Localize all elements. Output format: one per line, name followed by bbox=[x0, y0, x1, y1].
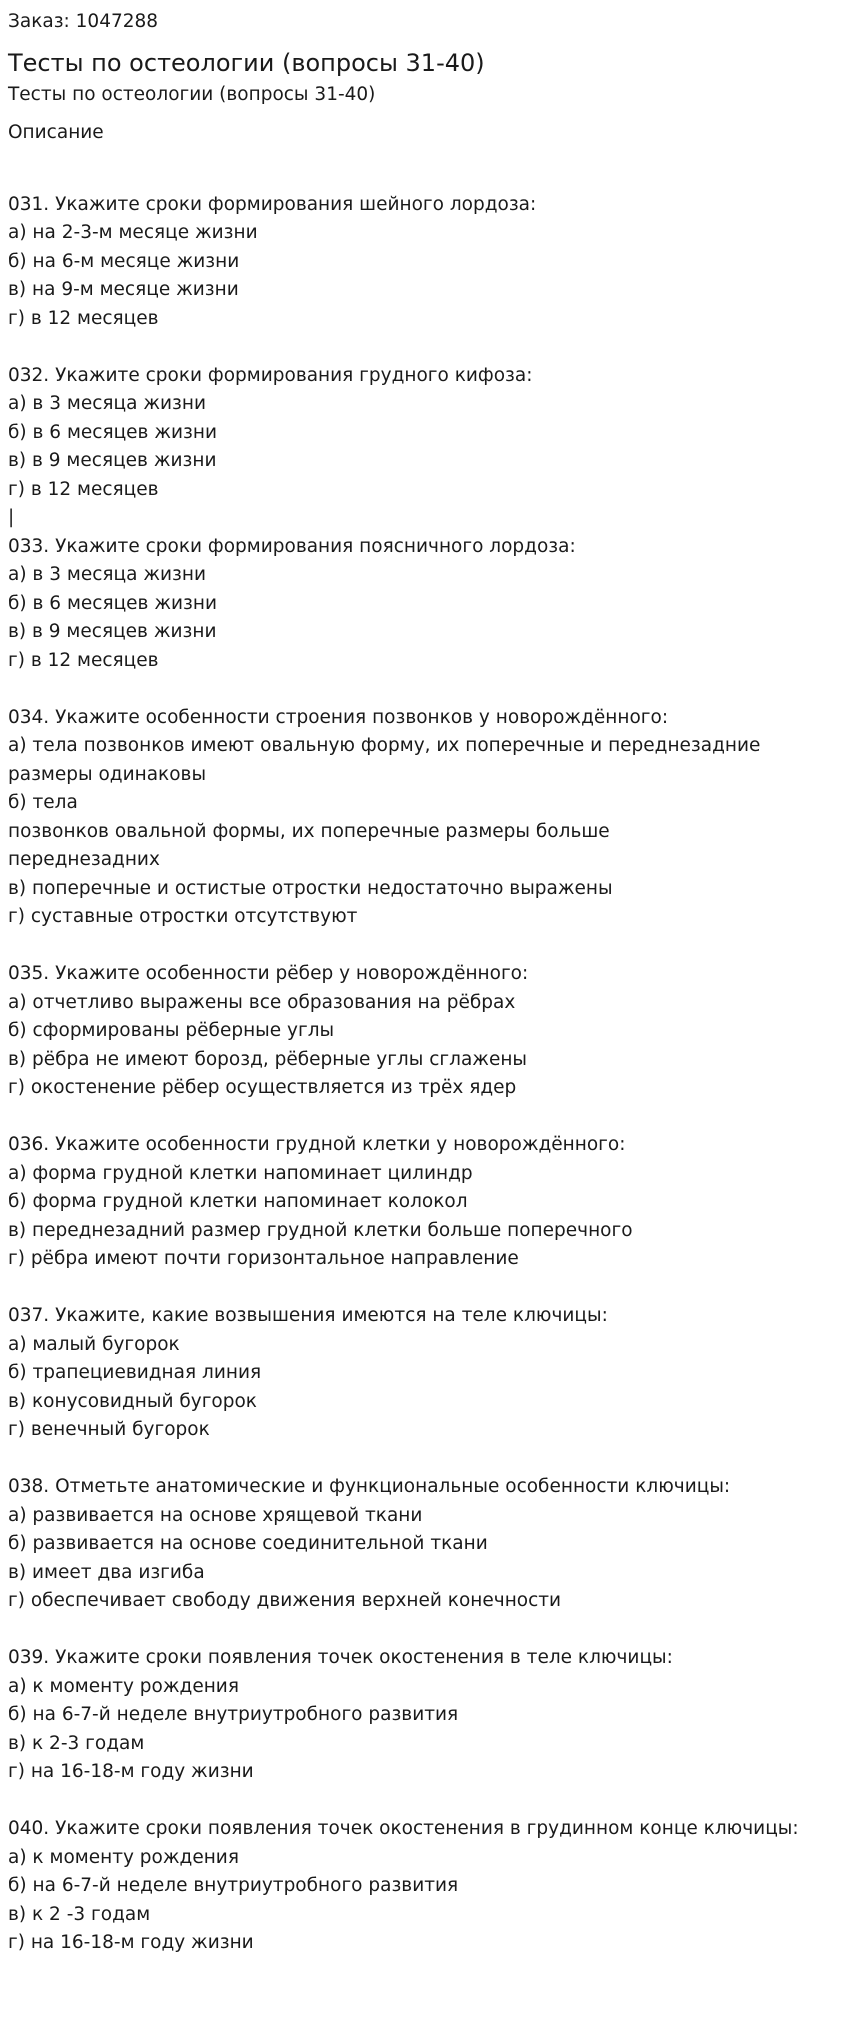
text-line: б) на 6-7-й неделе внутриутробного развития bbox=[8, 1704, 459, 1725]
blank-line bbox=[8, 1103, 808, 1132]
text-line: б) в 6 месяцев жизни bbox=[8, 592, 217, 614]
blank-line bbox=[8, 675, 808, 704]
text-line: в) рёбра не имеют борозд, рёберные углы сглажены bbox=[8, 1048, 528, 1070]
text-line: б) трапециевидная линия bbox=[8, 1362, 262, 1383]
text-line: 039. Укажите сроки появления точек окостенения в теле ключицы: bbox=[8, 1647, 673, 1668]
text-line: а) в 3 месяца жизни bbox=[8, 393, 206, 414]
text-line: в) переднезадний размер грудной клетки больше поперечного bbox=[8, 1219, 633, 1241]
text-line: в) в 9 месяцев жизни bbox=[8, 450, 217, 471]
text-line: а) форма грудной клетки напоминает цилиндр bbox=[8, 1162, 473, 1184]
text-line: б) тела bbox=[8, 792, 78, 813]
text-line: | bbox=[8, 507, 15, 528]
text-line: б) на 6-7-й неделе внутриутробного развития bbox=[8, 1875, 459, 1896]
text-line: в) на 9-м месяце жизни bbox=[8, 279, 239, 300]
text-line: г) обеспечивает свободу движения верхней конечности bbox=[8, 1590, 562, 1611]
text-line: а) к моменту рождения bbox=[8, 1675, 239, 1697]
blank-line bbox=[8, 1274, 808, 1303]
text-line: 040. Укажите сроки появления точек окостенения в грудинном конце ключицы: bbox=[8, 1818, 799, 1839]
text-line: в) имеет два изгиба bbox=[8, 1561, 205, 1583]
text-line: в) в 9 месяцев жизни bbox=[8, 621, 217, 642]
text-line: 036. Укажите особенности грудной клетки у новорождённого: bbox=[8, 1134, 626, 1155]
text-line: б) на 6-м месяце жизни bbox=[8, 250, 240, 272]
text-line: 035. Укажите особенности рёбер у новорождённого: bbox=[8, 963, 529, 984]
description-text bbox=[8, 162, 808, 1958]
text-line: б) форма грудной клетки напоминает колокол bbox=[8, 1191, 468, 1212]
text-line: а) развивается на основе хрящевой ткани bbox=[8, 1504, 423, 1526]
text-line: 032. Укажите сроки формирования грудного кифоза: bbox=[8, 364, 533, 386]
text-line: г) рёбра имеют почти горизонтальное направление bbox=[8, 1248, 519, 1269]
text-line: позвонков овальной формы, их поперечные размеры больше bbox=[8, 820, 610, 842]
text-line: б) сформированы рёберные углы bbox=[8, 1020, 335, 1041]
text-line: в) поперечные и остистые отростки недостаточно выражены bbox=[8, 877, 613, 899]
text-line: г) на 16-18-м году жизни bbox=[8, 1761, 254, 1782]
text-line: б) развивается на основе соединительной ткани bbox=[8, 1533, 488, 1554]
text-line: 038. Отметьте анатомические и функциональные особенности ключицы: bbox=[8, 1476, 731, 1497]
text-line: 034. Укажите особенности строения позвонков у новорождённого: bbox=[8, 706, 669, 728]
blank-line bbox=[8, 162, 808, 191]
text-line: г) в 12 месяцев bbox=[8, 649, 159, 671]
text-line: 033. Укажите сроки формирования поясничного лордоза: bbox=[8, 535, 576, 557]
text-line: переднезадних bbox=[8, 849, 160, 870]
text-line: а) в 3 месяца жизни bbox=[8, 564, 206, 585]
blank-line bbox=[8, 333, 808, 362]
text-line: а) малый бугорок bbox=[8, 1333, 180, 1355]
text-line: в) к 2 -3 годам bbox=[8, 1903, 151, 1925]
text-line: г) венечный бугорок bbox=[8, 1419, 210, 1440]
text-line: г) на 16-18-м году жизни bbox=[8, 1932, 254, 1953]
text-line: г) суставные отростки отсутствуют bbox=[8, 906, 358, 927]
text-line: размеры одинаковы bbox=[8, 763, 207, 785]
blank-line bbox=[8, 932, 808, 961]
text-line: 037. Укажите, какие возвышения имеются на теле ключицы: bbox=[8, 1305, 608, 1326]
text-line: г) в 12 месяцев bbox=[8, 478, 159, 500]
text-line: а) к моменту рождения bbox=[8, 1846, 239, 1868]
text-line: б) в 6 месяцев жизни bbox=[8, 421, 217, 443]
text-line: а) отчетливо выражены все образования на рёбрах bbox=[8, 991, 516, 1013]
blank-line bbox=[8, 1616, 808, 1645]
text-line: г) окостенение рёбер осуществляется из трёх ядер bbox=[8, 1077, 517, 1098]
text-line: в) конусовидный бугорок bbox=[8, 1390, 257, 1412]
text-line: 031. Укажите сроки формирования шейного лордоза: bbox=[8, 193, 537, 215]
text-line: в) к 2-3 годам bbox=[8, 1732, 145, 1754]
order-number: Заказ: 1047288 bbox=[8, 11, 159, 32]
blank-line bbox=[8, 1445, 808, 1474]
text-line: а) тела позвонков имеют овальную форму, их поперечные и переднезадние bbox=[8, 735, 761, 756]
page-subtitle: Тесты по остеологии (вопросы 31-40) bbox=[8, 84, 376, 105]
description-label: Описание bbox=[8, 122, 104, 143]
blank-line bbox=[8, 1787, 808, 1816]
page-title: Тесты по остеологии (вопросы 31-40) bbox=[8, 49, 485, 77]
text-line: г) в 12 месяцев bbox=[8, 307, 159, 329]
text-line: а) на 2-3-м месяце жизни bbox=[8, 222, 258, 243]
